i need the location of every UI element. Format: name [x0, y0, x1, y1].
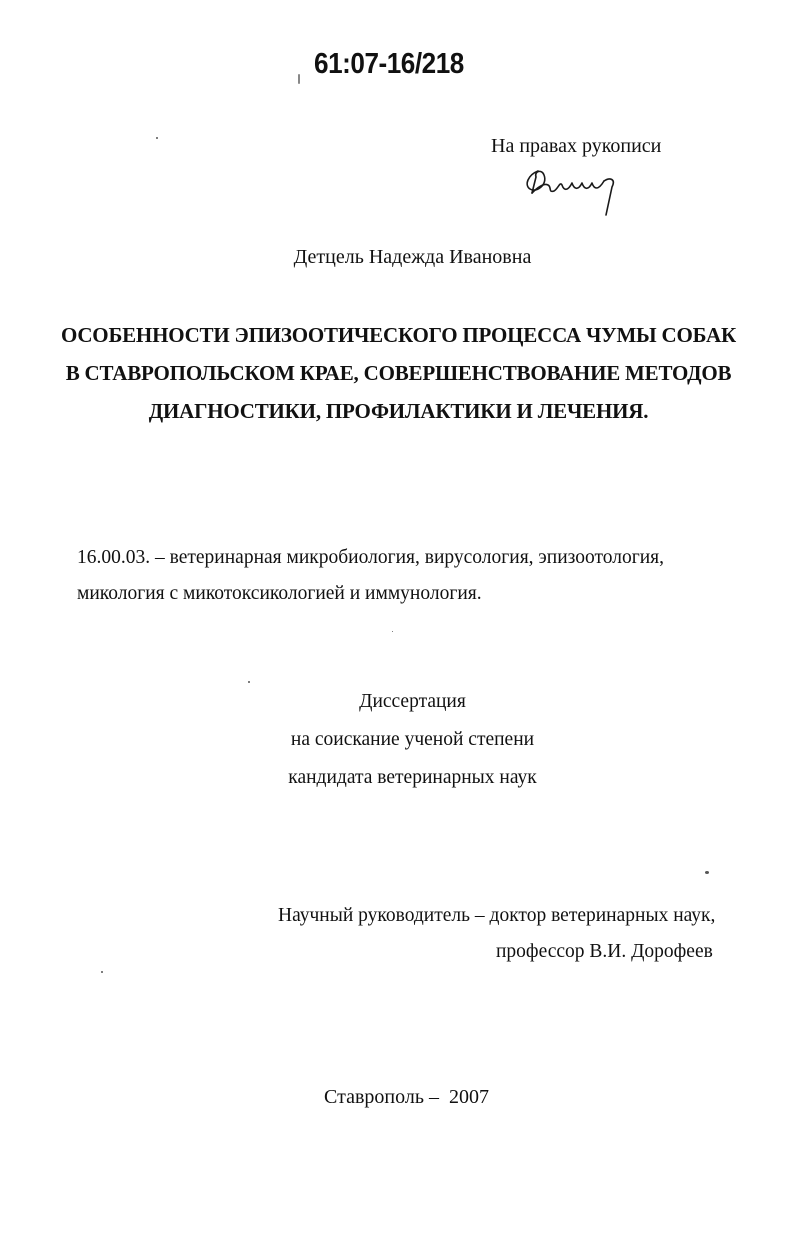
scan-speck [248, 681, 250, 683]
scan-speck [101, 971, 103, 973]
scan-speck [705, 871, 709, 874]
author-name: Детцель Надежда Ивановна [293, 246, 532, 268]
manuscript-rights-note: На правах рукописи [491, 135, 662, 157]
catalog-code: 61:07-16/218 [314, 48, 464, 80]
scan-speck [156, 137, 158, 139]
scan-speck [298, 74, 300, 84]
degree-line: кандидата ветеринарных наук [288, 767, 537, 788]
title-line: В СТАВРОПОЛЬСКОМ КРАЕ, СОВЕРШЕНСТВОВАНИЕ МЕТОДОВ [65, 361, 732, 385]
specialty-line: микология с микотоксикологией и иммунология. [77, 583, 482, 604]
degree-statement [0, 683, 797, 797]
title-line: ДИАГНОСТИКИ, ПРОФИЛАКТИКИ И ЛЕЧЕНИЯ. [148, 399, 649, 423]
supervisor-title: Научный руководитель – доктор ветеринарных наук, [278, 905, 716, 926]
city-year: Ставрополь – 2007 [324, 1086, 489, 1108]
specialty-line: 16.00.03. – ветеринарная микробиология, вирусология, эпизоотология, [77, 547, 664, 568]
title-line: ОСОБЕННОСТИ ЭПИЗООТИЧЕСКОГО ПРОЦЕССА ЧУМЫ СОБАК [60, 323, 737, 347]
scan-speck [392, 631, 393, 632]
degree-line: на соискание ученой степени [290, 729, 535, 750]
specialty-code [77, 540, 717, 612]
supervisor-name: профессор В.И. Дорофеев [496, 941, 713, 962]
dissertation-title [0, 316, 797, 430]
degree-line: Диссертация [359, 691, 466, 712]
author-signature [518, 163, 628, 223]
